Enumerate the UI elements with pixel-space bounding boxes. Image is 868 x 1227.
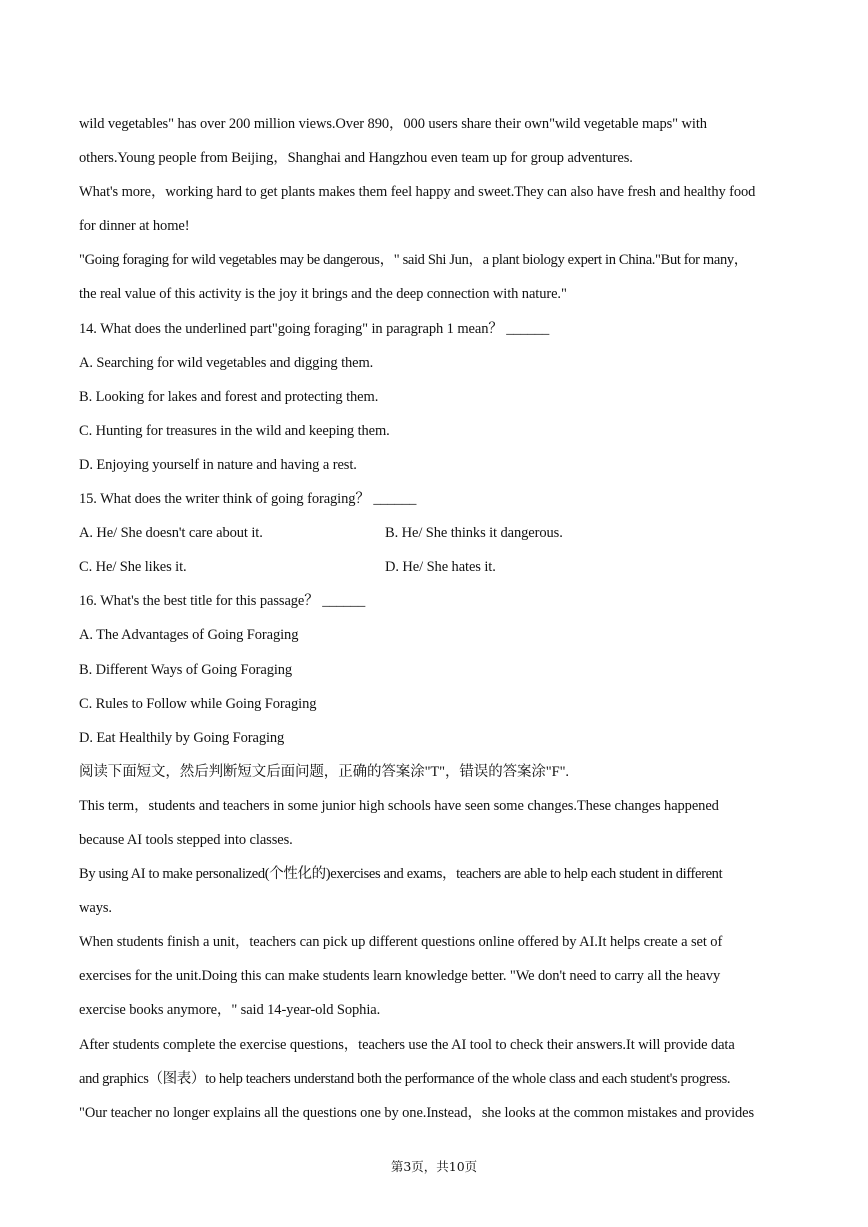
question-16-option-c: C. Rules to Follow while Going Foraging xyxy=(79,695,317,712)
question-16-option-d: D. Eat Healthily by Going Foraging xyxy=(79,729,285,746)
question-15-option-b: B. He/ She thinks it dangerous. xyxy=(385,525,563,542)
question-16-option-b: B. Different Ways of Going Foraging xyxy=(79,661,293,678)
question-15-options-row-1 xyxy=(79,521,809,555)
question-14-option-d: D. Enjoying yourself in nature and having a rest. xyxy=(79,456,357,473)
text-line: After students complete the exercise questions，teachers use the AI tool to check their answers.It will provide data xyxy=(79,1036,735,1053)
question-14-option-a: A. Searching for wild vegetables and digging them. xyxy=(79,354,374,371)
question-16-option-a: A. The Advantages of Going Foraging xyxy=(79,627,299,644)
question-15-options-row-2 xyxy=(79,555,809,589)
text-line: others.Young people from Beijing，Shanghai and Hangzhou even team up for group adventures. xyxy=(79,150,633,167)
text-line: ways. xyxy=(79,900,112,917)
section-instruction: 阅读下面短文，然后判断短文后面问题，正确的答案涂"T"，错误的答案涂"F". xyxy=(79,763,569,780)
text-line: exercises for the unit.Doing this can make students learn knowledge better. "We don't need to carry all the heavy xyxy=(79,968,721,985)
text-line: This term，students and teachers in some junior high schools have seen some changes.These changes happened xyxy=(79,797,719,814)
text-line: What's more，working hard to get plants makes them feel happy and sweet.They can also have fresh and healthy food xyxy=(79,184,756,201)
text-line: for dinner at home! xyxy=(79,218,190,235)
question-14-option-c: C. Hunting for treasures in the wild and keeping them. xyxy=(79,422,390,439)
question-14: 14. What does the underlined part"going foraging" in paragraph 1 mean？ ______ xyxy=(79,320,550,337)
question-15-option-a: A. He/ She doesn't care about it. xyxy=(79,525,263,542)
text-line: "Our teacher no longer explains all the questions one by one.Instead，she looks at the common mistakes and provides xyxy=(79,1104,755,1121)
question-15-option-d: D. He/ She hates it. xyxy=(385,559,496,576)
text-line: because AI tools stepped into classes. xyxy=(79,831,293,848)
question-15: 15. What does the writer think of going foraging？ ______ xyxy=(79,491,417,508)
text-line: When students finish a unit，teachers can pick up different questions online offered by AI.It helps create a set of xyxy=(79,934,723,951)
question-16: 16. What's the best title for this passage？ ______ xyxy=(79,593,366,610)
question-15-option-c: C. He/ She likes it. xyxy=(79,559,187,576)
text-line: exercise books anymore，" said 14-year-old Sophia. xyxy=(79,1002,381,1019)
page-content xyxy=(79,112,809,1135)
text-line: By using AI to make personalized(个性化的)exercises and exams，teachers are able to help each student in different xyxy=(79,866,723,883)
text-line: the real value of this activity is the joy it brings and the deep connection with nature." xyxy=(79,286,567,303)
text-line: "Going foraging for wild vegetables may be dangerous，" said Shi Jun，a plant biology expert in China."But for many， xyxy=(79,252,748,269)
text-line: wild vegetables" has over 200 million views.Over 890，000 users share their own"wild vegetable maps" with xyxy=(79,116,707,132)
question-14-option-b: B. Looking for lakes and forest and protecting them. xyxy=(79,388,379,405)
text-line: and graphics（图表）to help teachers understand both the performance of the whole class and each student's progress. xyxy=(79,1070,731,1087)
page-footer: 第3页，共10页 xyxy=(390,1159,478,1174)
